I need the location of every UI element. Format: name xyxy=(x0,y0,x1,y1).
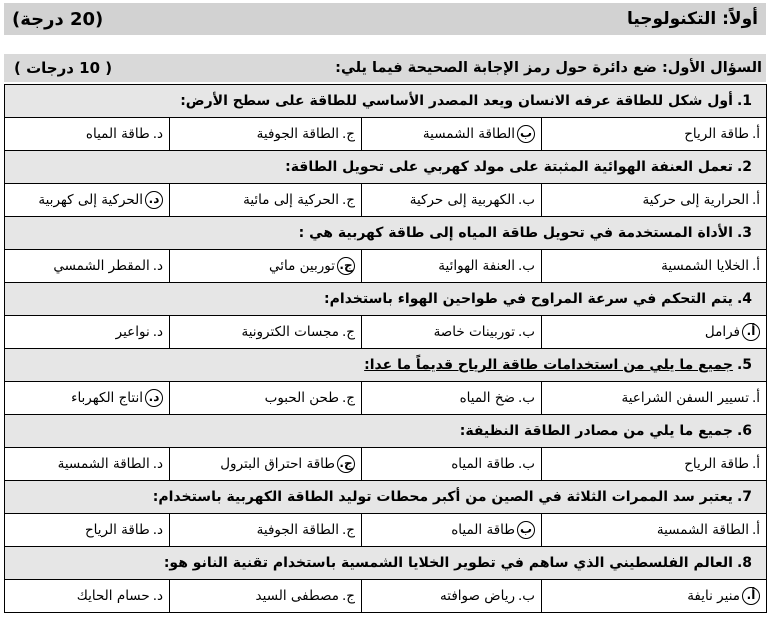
option-letter: ج. xyxy=(342,192,356,208)
option-cell[interactable] xyxy=(362,118,542,151)
options-row xyxy=(5,382,767,415)
option-text: نواعير xyxy=(115,324,150,340)
option-cell[interactable] xyxy=(170,514,362,547)
option-text: توربين مائي xyxy=(269,258,336,274)
option-text: الحرارية إلى حركية xyxy=(642,192,749,208)
question-stem: تعمل العنفة الهوائية المثبتة على مولد كهربي على تحويل الطاقة: xyxy=(285,159,733,175)
option-text: مصطفى السيد xyxy=(255,588,339,604)
option-cell[interactable] xyxy=(542,316,767,349)
option-cell[interactable] xyxy=(542,580,767,613)
circled-answer-letter: ج. xyxy=(337,455,355,473)
option-cell[interactable] xyxy=(5,118,170,151)
option-text: فرامل xyxy=(704,324,741,340)
option-letter: أ. xyxy=(751,258,761,274)
option-text: طاقة احتراق البترول xyxy=(220,456,336,472)
question-stem: أول شكل للطاقة عرفه الانسان ويعد المصدر الأساسي للطاقة على سطح الأرض: xyxy=(180,93,733,109)
option-cell[interactable] xyxy=(170,250,362,283)
option-letter: ج. xyxy=(342,390,356,406)
section-points: (20 درجة) xyxy=(12,8,104,30)
question-points: ( 10 درجات ) xyxy=(14,59,113,77)
option-cell[interactable] xyxy=(170,580,362,613)
option-text: الطاقة الجوفية xyxy=(256,522,339,538)
option-text: الحركية إلى كهربية xyxy=(38,192,144,208)
option-cell[interactable] xyxy=(5,514,170,547)
question-number: 1. xyxy=(736,93,753,109)
option-letter: د. xyxy=(152,258,164,274)
question-stem-row xyxy=(5,481,767,514)
question-stem-row xyxy=(5,415,767,448)
option-text: طاقة المياه xyxy=(85,126,150,142)
option-letter: ب. xyxy=(518,192,536,208)
circled-answer-letter: د. xyxy=(145,389,163,407)
options-row xyxy=(5,250,767,283)
option-text: الطاقة الشمسية xyxy=(422,126,516,142)
option-cell[interactable] xyxy=(170,382,362,415)
options-row xyxy=(5,184,767,217)
question-stem-cell xyxy=(5,151,767,184)
option-cell[interactable] xyxy=(542,514,767,547)
option-text: منير نايفة xyxy=(687,588,741,604)
option-text: تسيير السفن الشراعية xyxy=(621,390,749,406)
question-stem-cell xyxy=(5,283,767,316)
option-text: الخلايا الشمسية xyxy=(661,258,749,274)
option-cell[interactable] xyxy=(362,250,542,283)
options-row xyxy=(5,580,767,613)
question-stem-cell xyxy=(5,85,767,118)
question-stem: جميع ما يلي من مصادر الطاقة النظيفة: xyxy=(459,423,733,439)
option-letter: د. xyxy=(152,456,164,472)
question-number: 5. xyxy=(736,357,753,373)
option-cell[interactable] xyxy=(362,184,542,217)
question-stem-cell xyxy=(5,349,767,382)
option-letter: د. xyxy=(152,324,164,340)
option-text: العنفة الهوائية xyxy=(438,258,515,274)
option-cell[interactable] xyxy=(542,118,767,151)
question-stem-cell xyxy=(5,217,767,250)
mcq-body xyxy=(5,85,767,613)
option-text: رياض صوافته xyxy=(440,588,515,604)
option-text: انتاج الكهرباء xyxy=(71,390,144,406)
option-cell[interactable] xyxy=(5,184,170,217)
question-title: السؤال الأول: ضع دائرة حول رمز الإجابة الصحيحة فيما يلي: xyxy=(335,60,762,76)
option-cell[interactable] xyxy=(362,316,542,349)
option-text: ضخ المياه xyxy=(459,390,515,406)
option-text: طاقة المياه xyxy=(451,522,516,538)
option-text: طاقة الرياح xyxy=(84,522,150,538)
option-text: طاقة المياه xyxy=(451,456,515,472)
options-row xyxy=(5,448,767,481)
option-cell[interactable] xyxy=(170,316,362,349)
option-letter: ج. xyxy=(342,522,356,538)
question-stem-row xyxy=(5,85,767,118)
circled-answer-letter: أ. xyxy=(742,323,760,341)
options-row xyxy=(5,514,767,547)
option-text: الطاقة الشمسية xyxy=(656,522,749,538)
question-stem: الأداة المستخدمة في تحويل طاقة المياه إلى طاقة كهربية هي : xyxy=(298,225,733,241)
question-number: 4. xyxy=(736,291,753,307)
circled-answer-letter: ب xyxy=(517,125,535,143)
question-stem-cell xyxy=(5,547,767,580)
question-stem-cell xyxy=(5,481,767,514)
option-letter: أ. xyxy=(751,390,761,406)
option-letter: ب. xyxy=(518,456,536,472)
question-number: 7. xyxy=(736,489,753,505)
circled-answer-letter: ب xyxy=(517,521,535,539)
question-stem-row xyxy=(5,349,767,382)
option-letter: ج. xyxy=(342,588,356,604)
option-text: مجسات الكترونية xyxy=(241,324,339,340)
option-letter: ج. xyxy=(342,324,356,340)
option-letter: ب. xyxy=(518,258,536,274)
question-stem: العالم الفلسطيني الذي ساهم في تطوير الخلايا الشمسية باستخدام تقنية النانو هو: xyxy=(163,555,733,571)
option-letter: أ. xyxy=(751,192,761,208)
option-text: الحركية إلى مائية xyxy=(243,192,339,208)
option-letter: د. xyxy=(152,126,164,142)
question-number: 6. xyxy=(736,423,753,439)
option-text: طاقة الرياح xyxy=(684,456,749,472)
option-letter: أ. xyxy=(751,522,761,538)
option-cell[interactable] xyxy=(542,184,767,217)
question-number: 3. xyxy=(736,225,753,241)
mcq-table xyxy=(4,84,767,613)
question-stem-row xyxy=(5,547,767,580)
option-letter: د. xyxy=(152,522,164,538)
options-row xyxy=(5,118,767,151)
option-letter: ب. xyxy=(518,324,536,340)
question-stem-cell xyxy=(5,415,767,448)
question-header xyxy=(4,54,766,82)
option-cell[interactable] xyxy=(5,580,170,613)
question-stem-row xyxy=(5,283,767,316)
option-cell[interactable] xyxy=(542,250,767,283)
circled-answer-letter: د. xyxy=(145,191,163,209)
option-cell[interactable] xyxy=(362,514,542,547)
option-text: توربينات خاصة xyxy=(433,324,515,340)
circled-answer-letter: أ. xyxy=(742,587,760,605)
question-stem: يعتبر سد الممرات الثلاثة في الصين من أكبر محطات توليد الطاقة الكهربية باستخدام: xyxy=(152,489,733,505)
option-letter: ج. xyxy=(342,126,356,142)
question-stem: جميع ما يلي من استخدامات طاقة الرياح قديماً ما عدا: xyxy=(364,357,733,373)
option-cell[interactable] xyxy=(362,580,542,613)
option-text: الطاقة الجوفية xyxy=(256,126,339,142)
option-text: طاقة الرياح xyxy=(684,126,749,142)
option-text: طحن الحبوب xyxy=(264,390,339,406)
option-letter: د. xyxy=(152,588,164,604)
question-stem-row xyxy=(5,217,767,250)
option-letter: ب. xyxy=(518,588,536,604)
option-letter: أ. xyxy=(751,456,761,472)
question-stem: يتم التحكم في سرعة المراوح في طواحين الهواء باستخدام: xyxy=(324,291,733,307)
option-text: حسام الحايك xyxy=(76,588,150,604)
section-header xyxy=(4,3,766,35)
option-cell[interactable] xyxy=(5,448,170,481)
question-stem-row xyxy=(5,151,767,184)
question-number: 8. xyxy=(736,555,753,571)
option-text: المقطر الشمسي xyxy=(53,258,150,274)
option-cell[interactable] xyxy=(5,316,170,349)
options-row xyxy=(5,316,767,349)
section-title: أولاً: التكنولوجيا xyxy=(626,9,758,29)
option-letter: أ. xyxy=(751,126,761,142)
option-text: الكهربية إلى حركية xyxy=(409,192,515,208)
option-cell[interactable] xyxy=(362,448,542,481)
circled-answer-letter: ج. xyxy=(337,257,355,275)
option-cell[interactable] xyxy=(170,184,362,217)
option-cell[interactable] xyxy=(542,382,767,415)
option-cell[interactable] xyxy=(362,382,542,415)
option-letter: ب. xyxy=(518,390,536,406)
option-cell[interactable] xyxy=(5,250,170,283)
question-number: 2. xyxy=(736,159,753,175)
option-cell[interactable] xyxy=(542,448,767,481)
option-cell[interactable] xyxy=(170,448,362,481)
option-text: الطاقة الشمسية xyxy=(57,456,150,472)
option-cell[interactable] xyxy=(170,118,362,151)
option-cell[interactable] xyxy=(5,382,170,415)
